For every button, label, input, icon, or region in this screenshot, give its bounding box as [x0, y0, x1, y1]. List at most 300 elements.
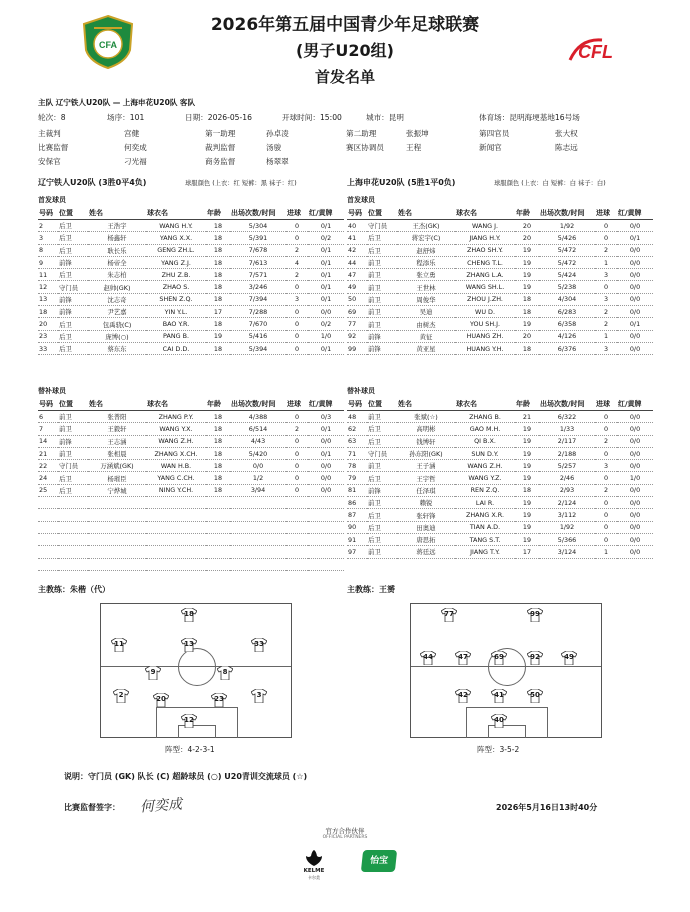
kelme-wordmark: KELME	[303, 868, 325, 874]
player-jersey-icon	[251, 689, 267, 703]
player-number: 86	[347, 497, 367, 509]
official-name: 刁光福	[124, 157, 147, 166]
player-number: 87	[347, 509, 367, 521]
cards: 0/0	[617, 460, 653, 472]
home-coach-line	[38, 584, 110, 595]
player-jersey-icon	[491, 714, 507, 728]
player-age: 17	[206, 306, 230, 318]
goals: 0	[595, 497, 617, 509]
player-row	[38, 220, 344, 232]
player-position: 前卫	[367, 293, 397, 305]
player-age	[206, 546, 230, 558]
player-age: 20	[515, 220, 539, 232]
player-name	[88, 497, 146, 509]
player-age: 19	[515, 281, 539, 293]
player-row	[38, 509, 344, 521]
player-name: 田奥迪	[397, 521, 455, 533]
player-number: 9	[38, 256, 58, 268]
cards: 0/0	[308, 460, 344, 472]
signature-label: 比赛监督签字：	[64, 803, 120, 812]
player-age: 19	[515, 509, 539, 521]
shirt-name: QI B.X.	[455, 435, 515, 447]
appearances: 4/388	[230, 411, 286, 423]
player-row	[38, 497, 344, 509]
player-name: 由树杰	[397, 318, 455, 330]
goals: 2	[595, 244, 617, 256]
goals: 0	[286, 281, 308, 293]
goals: 0	[595, 447, 617, 459]
svg-text:CFL: CFL	[578, 42, 613, 62]
player-jersey-icon	[527, 651, 543, 665]
goals: 0	[595, 521, 617, 533]
cards	[308, 497, 344, 509]
player-number: 21	[38, 447, 58, 459]
player-number: 40	[347, 220, 367, 232]
player-age: 19	[515, 256, 539, 268]
player-number: 69	[347, 306, 367, 318]
player-name: 黄征	[397, 330, 455, 342]
shirt-name: WANG Y.Z.	[455, 472, 515, 484]
player-row	[38, 435, 344, 447]
shirt-name: PANG B.	[146, 330, 206, 342]
player-row	[347, 447, 653, 459]
player-number: 78	[347, 460, 367, 472]
cards: 0/0	[617, 423, 653, 435]
home-label: 主队	[38, 98, 54, 107]
shirt-name: WU D.	[455, 306, 515, 318]
cestbon-logo: 怡宝	[361, 850, 397, 872]
appearances: 6/322	[539, 411, 595, 423]
player-jersey-icon	[527, 689, 543, 703]
player-number: 97	[347, 546, 367, 558]
column-header: 进球	[595, 398, 617, 411]
official-role: 裁判监督	[205, 143, 236, 152]
cards: 0/0	[617, 220, 653, 232]
player-position: 前锋	[367, 330, 397, 342]
column-header: 球衣名	[455, 207, 515, 220]
player-age: 18	[206, 423, 230, 435]
jersey-number: 42	[458, 691, 468, 699]
shirt-name: WANG Z.H.	[146, 435, 206, 447]
player-row	[38, 256, 344, 268]
player-number: 77	[347, 318, 367, 330]
shirt-name: ZHAO SH.Y.	[455, 244, 515, 256]
away-label: 客队	[179, 98, 196, 107]
cards: 0/1	[617, 232, 653, 244]
player-age: 18	[206, 244, 230, 256]
goals: 1	[595, 546, 617, 558]
shirt-name	[146, 546, 206, 558]
away-starters-label: 首发球员	[347, 196, 375, 204]
player-age: 18	[206, 435, 230, 447]
official-name: 何奕成	[124, 143, 147, 152]
appearances: 2/188	[539, 447, 595, 459]
player-number: 92	[347, 330, 367, 342]
kelme-logo	[300, 848, 328, 868]
player-row	[347, 533, 653, 545]
home-team-name: 辽宁铁人U20队	[55, 98, 111, 107]
cards: 0/2	[308, 232, 344, 244]
player-name: 唐思拓	[397, 533, 455, 545]
goals: 1	[595, 256, 617, 268]
column-header: 出场次数/时间	[539, 398, 595, 411]
away-subs-label: 替补球员	[347, 387, 375, 395]
player-position: 前锋	[58, 435, 88, 447]
away-coach-name: 王赟	[379, 585, 395, 594]
player-name: 张轩锋	[397, 509, 455, 521]
player-position: 后卫	[367, 435, 397, 447]
column-header: 进球	[286, 398, 308, 411]
goals: 0	[286, 306, 308, 318]
shirt-name: ZHANG P.Y.	[146, 411, 206, 423]
home-formation: 阵型：4-2-3-1	[165, 745, 215, 754]
appearances: 7/571	[230, 269, 286, 281]
shirt-name: BAO Y.R.	[146, 318, 206, 330]
appearances: 5/304	[230, 220, 286, 232]
player-age	[206, 497, 230, 509]
shirt-name: HUANG Y.H.	[455, 342, 515, 354]
shirt-name: SHEN Z.Q.	[146, 293, 206, 305]
player-name: 尹艺嘉	[88, 306, 146, 318]
official-role: 比赛监督	[38, 143, 69, 152]
player-position: 后卫	[367, 509, 397, 521]
goals: 0	[286, 318, 308, 330]
shirt-name: HUANG ZH.	[455, 330, 515, 342]
player-row	[38, 244, 344, 256]
player-name: 赵帅(GK)	[88, 281, 146, 293]
column-header: 年龄	[206, 398, 230, 411]
player-row	[38, 472, 344, 484]
match-teams-line	[38, 97, 195, 108]
player-age: 18	[206, 484, 230, 496]
player-age: 19	[206, 330, 230, 342]
player-jersey-icon	[455, 651, 471, 665]
appearances: 4/126	[539, 330, 595, 342]
player-row	[38, 533, 344, 545]
player-age: 19	[515, 460, 539, 472]
player-number: 24	[38, 472, 58, 484]
shirt-name: TANG S.T.	[455, 533, 515, 545]
player-age: 18	[206, 318, 230, 330]
jersey-number: 3	[256, 691, 262, 699]
away-coach-line	[347, 584, 395, 595]
legend-note: 说明：守门员 (GK) 队长 (C) 超龄球员 (○) U20青训交流球员 (☆)	[64, 772, 308, 781]
shirt-name	[146, 497, 206, 509]
shirt-name: YIN Y.L.	[146, 306, 206, 318]
player-age: 18	[206, 256, 230, 268]
goals: 2	[595, 318, 617, 330]
cards: 0/1	[308, 293, 344, 305]
player-row	[347, 330, 653, 342]
goals: 2	[595, 435, 617, 447]
player-position: 前卫	[367, 411, 397, 423]
jersey-number: 77	[444, 610, 454, 618]
player-age: 18	[206, 269, 230, 281]
away-team-name: 上海申花U20队	[122, 98, 178, 107]
goals: 2	[286, 269, 308, 281]
player-position: 前锋	[367, 342, 397, 354]
player-row	[38, 330, 344, 342]
goals	[286, 546, 308, 558]
column-header: 年龄	[515, 398, 539, 411]
column-header: 出场次数/时间	[230, 398, 286, 411]
player-position: 守门员	[58, 281, 88, 293]
player-age: 18	[206, 472, 230, 484]
shirt-name: ZHAO S.	[146, 281, 206, 293]
player-position: 后卫	[58, 220, 88, 232]
player-number	[38, 521, 58, 533]
appearances: 5/420	[230, 447, 286, 459]
appearances: 6/283	[539, 306, 595, 318]
shirt-name: GAO M.H.	[455, 423, 515, 435]
kickoff-time: 开球时间：15:00	[282, 113, 342, 122]
player-number: 7	[38, 423, 58, 435]
player-number	[38, 509, 58, 521]
jersey-number: 20	[156, 695, 166, 703]
player-number: 22	[38, 460, 58, 472]
player-age: 18	[515, 342, 539, 354]
cards: 0/0	[617, 509, 653, 521]
shirt-name: YANG C.CH.	[146, 472, 206, 484]
player-age	[206, 533, 230, 545]
player-position	[58, 533, 88, 545]
player-row	[347, 269, 653, 281]
cards: 0/0	[308, 484, 344, 496]
player-number: 50	[347, 293, 367, 305]
shirt-name: YOU SH.J.	[455, 318, 515, 330]
table-header-row	[38, 207, 344, 220]
cfl-logo	[566, 34, 638, 64]
player-age: 21	[515, 411, 539, 423]
player-position: 前卫	[367, 460, 397, 472]
player-name	[88, 546, 146, 558]
player-position: 前卫	[367, 318, 397, 330]
player-name: 王毅轩	[88, 423, 146, 435]
column-header: 号码	[347, 207, 367, 220]
shirt-name: NING Y.CH.	[146, 484, 206, 496]
goals	[286, 521, 308, 533]
player-jersey-icon	[111, 638, 127, 652]
player-row	[347, 484, 653, 496]
appearances: 7/670	[230, 318, 286, 330]
player-row	[38, 546, 344, 558]
player-name: 耿长乐	[88, 244, 146, 256]
player-age: 18	[206, 411, 230, 423]
player-jersey-icon	[211, 693, 227, 707]
player-number: 47	[347, 269, 367, 281]
player-position: 后卫	[58, 244, 88, 256]
appearances: 5/394	[230, 342, 286, 354]
shirt-name: WANG Z.H.	[455, 460, 515, 472]
player-number: 25	[38, 484, 58, 496]
column-header: 红/黄牌	[308, 207, 344, 220]
appearances: 5/238	[539, 281, 595, 293]
player-name: 朱志柏	[88, 269, 146, 281]
jersey-number: 44	[423, 653, 433, 661]
player-position: 后卫	[367, 232, 397, 244]
player-age: 19	[515, 447, 539, 459]
official-name: 王程	[406, 143, 422, 152]
player-position: 守门员	[58, 460, 88, 472]
away-team-title: 上海申花U20队 (5胜1平0负)	[347, 178, 456, 187]
official-role: 安保官	[38, 157, 61, 166]
player-position: 后卫	[367, 521, 397, 533]
appearances: 2/117	[539, 435, 595, 447]
home-starters-table	[38, 207, 344, 355]
player-age: 18	[515, 306, 539, 318]
player-age: 18	[206, 293, 230, 305]
player-age: 18	[515, 293, 539, 305]
jersey-number: 13	[184, 640, 194, 648]
shirt-name: LAI R.	[455, 497, 515, 509]
official-role: 第二助理	[346, 129, 377, 138]
player-jersey-icon	[217, 666, 233, 680]
player-number: 90	[347, 521, 367, 533]
player-position: 前卫	[58, 447, 88, 459]
table-header-row	[38, 398, 344, 411]
home-coach-name: 朱楷（代）	[70, 585, 110, 594]
player-name: 庞博(○)	[88, 330, 146, 342]
column-header: 红/黄牌	[617, 398, 653, 411]
appearances	[230, 509, 286, 521]
document-title: 首发名单	[314, 68, 375, 86]
column-header: 位置	[58, 398, 88, 411]
goals: 0	[595, 281, 617, 293]
player-number: 13	[38, 293, 58, 305]
cards: 0/0	[308, 435, 344, 447]
column-header: 球衣名	[455, 398, 515, 411]
goals: 2	[286, 244, 308, 256]
player-age: 18	[206, 447, 230, 459]
home-subs-label: 替补球员	[38, 387, 66, 395]
cards: 0/1	[308, 256, 344, 268]
group-subtitle: (男子U20组)	[296, 41, 394, 60]
jersey-number: 41	[494, 691, 504, 699]
home-subs-table	[38, 398, 344, 571]
player-name	[88, 533, 146, 545]
player-age	[206, 558, 230, 570]
player-name: 杨鑫轩	[88, 232, 146, 244]
column-header: 姓名	[397, 207, 455, 220]
player-row	[347, 521, 653, 533]
player-jersey-icon	[527, 608, 543, 622]
appearances: 7/288	[230, 306, 286, 318]
player-position: 前锋	[367, 484, 397, 496]
official-name: 张大权	[555, 129, 578, 138]
cards: 0/0	[617, 447, 653, 459]
player-jersey-icon	[145, 666, 161, 680]
cards: 0/1	[308, 342, 344, 354]
player-age	[206, 509, 230, 521]
goals: 3	[595, 269, 617, 281]
shirt-name: WANG Y.X.	[146, 423, 206, 435]
official-role: 商务监督	[205, 157, 236, 166]
official-name: 宫健	[124, 129, 140, 138]
player-number: 18	[38, 306, 58, 318]
player-row	[38, 281, 344, 293]
goals	[286, 558, 308, 570]
goals: 0	[595, 411, 617, 423]
column-header: 进球	[595, 207, 617, 220]
official-role: 新闻官	[479, 143, 502, 152]
player-position: 前卫	[367, 546, 397, 558]
player-row	[38, 521, 344, 533]
goals	[286, 497, 308, 509]
player-age: 19	[515, 533, 539, 545]
player-position: 前锋	[58, 256, 88, 268]
player-number: 2	[38, 220, 58, 232]
player-name: 张斌(☆)	[397, 411, 455, 423]
cards: 0/1	[308, 281, 344, 293]
goals: 0	[286, 460, 308, 472]
player-age: 20	[515, 232, 539, 244]
appearances	[230, 533, 286, 545]
appearances: 4/43	[230, 435, 286, 447]
cards: 1/0	[617, 472, 653, 484]
home-starters-label: 首发球员	[38, 196, 66, 204]
player-row	[38, 460, 344, 472]
player-age	[206, 521, 230, 533]
player-jersey-icon	[181, 714, 197, 728]
player-number: 41	[347, 232, 367, 244]
player-number: 20	[38, 318, 58, 330]
cards: 0/0	[617, 484, 653, 496]
cards: 0/0	[617, 411, 653, 423]
away-formation: 阵型：3-5-2	[477, 745, 520, 754]
shirt-name	[146, 533, 206, 545]
cards: 0/2	[308, 318, 344, 330]
column-header: 姓名	[88, 398, 146, 411]
player-position: 后卫	[58, 318, 88, 330]
goals: 0	[286, 472, 308, 484]
player-number: 79	[347, 472, 367, 484]
column-header: 红/黄牌	[308, 398, 344, 411]
shirt-name	[146, 521, 206, 533]
venue: 体育场：昆明海埂基地16号场	[479, 113, 580, 122]
player-age: 18	[206, 232, 230, 244]
goals: 0	[286, 342, 308, 354]
player-position: 前卫	[367, 497, 397, 509]
column-header: 出场次数/时间	[230, 207, 286, 220]
player-number: 44	[347, 256, 367, 268]
player-position: 守门员	[367, 220, 397, 232]
shirt-name: TIAN A.D.	[455, 521, 515, 533]
appearances: 3/94	[230, 484, 286, 496]
player-row	[38, 423, 344, 435]
goals: 0	[286, 435, 308, 447]
appearances: 3/246	[230, 281, 286, 293]
player-number: 8	[38, 244, 58, 256]
official-role: 主裁判	[38, 129, 61, 138]
goals: 0	[286, 411, 308, 423]
player-number: 62	[347, 423, 367, 435]
player-row	[38, 342, 344, 354]
player-name	[88, 558, 146, 570]
column-header: 球衣名	[146, 398, 206, 411]
player-name: 钱博轩	[397, 435, 455, 447]
goals: 0	[595, 509, 617, 521]
shirt-name: YANG X.X.	[146, 232, 206, 244]
match-date: 日期：2026-05-16	[185, 113, 252, 122]
cards	[308, 546, 344, 558]
column-header: 号码	[38, 207, 58, 220]
cards: 0/1	[308, 269, 344, 281]
player-name: 王世林	[397, 281, 455, 293]
player-jersey-icon	[441, 608, 457, 622]
goals: 0	[595, 220, 617, 232]
player-row	[347, 220, 653, 232]
player-number: 91	[347, 533, 367, 545]
